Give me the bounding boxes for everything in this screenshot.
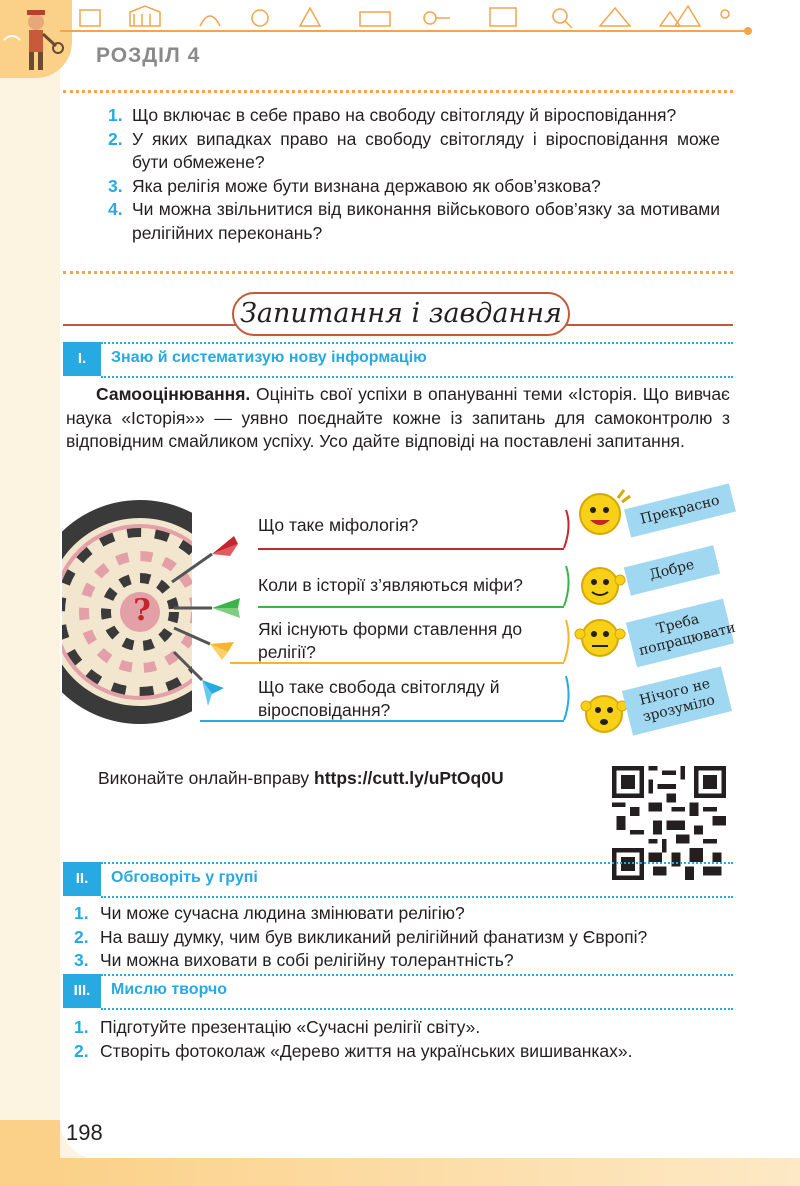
task-number: III. (63, 974, 101, 1008)
item-text: Яка релігія може бути визнана державою як обов’язкова? (132, 175, 601, 196)
task-header-1 (63, 342, 733, 378)
dart-question-4: Що таке свобода світогляду й віросповідання? (258, 677, 500, 720)
task-label: Знаю й систематизую нову інформацію (111, 349, 427, 366)
section-title: РОЗДІЛ 4 (96, 44, 201, 67)
item-text: Підготуйте презентацію «Сучасні релігії світу». (100, 1017, 481, 1037)
list-item (74, 902, 734, 926)
dart-line-green (258, 606, 564, 608)
task-rule-bottom (101, 1008, 733, 1010)
page-number-bar (0, 1120, 60, 1186)
list-item (108, 175, 720, 199)
page-number: 198 (66, 1120, 103, 1145)
smiley-excellent-icon (580, 490, 630, 534)
item-number: 3. (74, 950, 89, 970)
paragraph-lead: Самооцінювання. (96, 384, 251, 404)
smiley-confused-icon (581, 696, 627, 732)
task-label: Обговоріть у групі (111, 869, 258, 886)
review-questions-list (108, 104, 720, 245)
dartboard-question-mark: ? (133, 593, 151, 628)
historian-figure-icon (0, 0, 72, 78)
online-label: Виконайте онлайн-вправу (98, 768, 314, 788)
item-number: 2. (74, 1040, 89, 1061)
section-heading: Запитання і завдання (232, 292, 570, 336)
list-item (74, 1040, 734, 1064)
item-text: На вашу думку, чим був викликаний релігійний фанатизм у Європі? (100, 926, 648, 947)
item-text: Чи можна виховати в собі релігійну толерантність? (100, 950, 514, 970)
header-line (60, 30, 750, 32)
item-text: Що включає в себе право на свободу світогляду й віросповідання? (132, 105, 677, 125)
section-badge (0, 0, 72, 78)
list-item (74, 926, 734, 950)
header-decoration-icons (70, 2, 740, 30)
self-assessment-paragraph (66, 383, 730, 454)
item-text: Чи може сучасна людина змінювати релігію? (100, 903, 465, 923)
paragraph-text: Оцініть свої успіхи в опануванні теми «Історія. Що вивчає наука «Історія»» — уявно поєднайте кожне із запитань для самоконтролю з відповідним смайликом успіху. Усо дайте відповіді на поставлені запитання. (66, 384, 730, 451)
list-item (108, 128, 720, 175)
dartboard-illustration (62, 500, 262, 730)
task-rule-bottom (101, 896, 733, 898)
dart-line-red (258, 548, 564, 550)
online-exercise (98, 768, 504, 789)
dart-question-3: Які існують форми ставлення до релігії? (258, 619, 523, 662)
smiley-tag-needs-work: Треба попрацювати (626, 599, 734, 668)
item-number: 2. (74, 926, 89, 947)
task-rule-bottom (101, 376, 733, 378)
item-number: 3. (108, 175, 123, 196)
dart-line-blue (200, 720, 564, 722)
creative-list (74, 1016, 734, 1063)
task-number: I. (63, 342, 101, 376)
item-text: У яких випадках право на свободу світогляду і віросповідання може бути обмежене? (132, 128, 720, 172)
task-rule-top (101, 974, 733, 976)
list-item (74, 949, 734, 973)
task-header-3 (63, 974, 733, 1010)
item-number: 1. (74, 903, 89, 923)
smileys-column (574, 488, 634, 748)
item-number: 4. (108, 199, 123, 219)
item-number: 2. (108, 128, 123, 149)
smiley-good-icon (582, 568, 625, 604)
online-link[interactable]: https://cutt.ly/uPtOq0U (314, 768, 504, 788)
list-item (74, 1016, 734, 1040)
item-text: Створіть фотоколаж «Дерево життя на українських вишиванках». (100, 1040, 633, 1061)
task-header-2 (63, 862, 733, 898)
item-text: Чи можна звільнитися від виконання військового обов’язку за мотивами релігійних переконань? (132, 199, 720, 243)
task-number: II. (63, 862, 101, 896)
smiley-tag-good: Добре (624, 545, 720, 595)
smiley-tag-excellent: Прекрасно (624, 483, 736, 537)
discussion-list (74, 902, 734, 973)
task-rule-top (101, 342, 733, 344)
list-item (108, 198, 720, 245)
item-number: 1. (74, 1017, 89, 1037)
item-number: 1. (108, 105, 123, 125)
task-rule-top (101, 862, 733, 864)
bottom-bar (60, 1158, 800, 1186)
smiley-tag-confused: Нічого не зрозуміло (622, 666, 732, 735)
list-item (108, 104, 720, 128)
line-curls (556, 506, 576, 726)
smiley-needs-work-icon (575, 620, 625, 656)
dart-question-2: Коли в історії з’являються міфи? (258, 575, 523, 595)
header-line-dot (744, 27, 752, 35)
dart-line-yellow (230, 662, 564, 664)
task-label: Мислю творчо (111, 981, 228, 998)
left-margin-bar (0, 70, 60, 1186)
dart-question-1: Що таке міфологія? (258, 515, 419, 535)
